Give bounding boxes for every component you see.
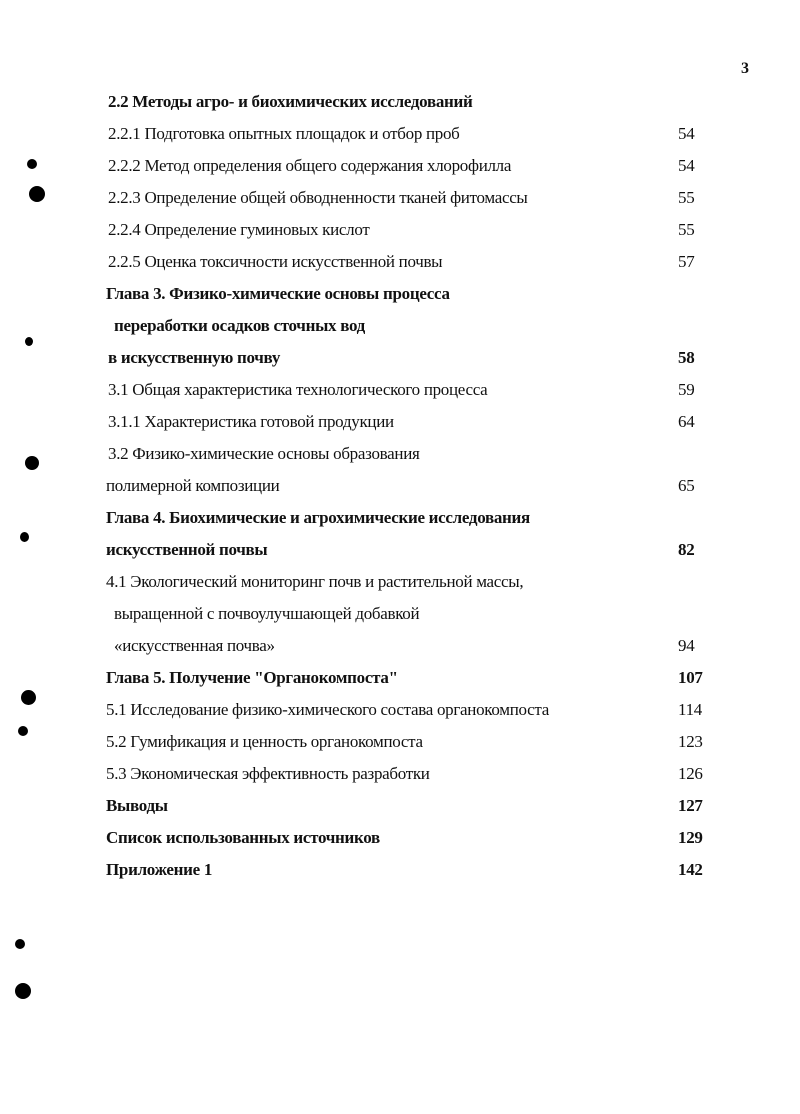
toc-entry-page: 126 — [678, 764, 703, 783]
toc-entry-title: 2.2.3 Определение общей обводненности тканей фитомассы — [108, 188, 528, 207]
toc-entry-page: 59 — [678, 380, 695, 399]
toc-entry-page: 55 — [678, 220, 695, 239]
table-of-contents — [0, 86, 800, 886]
toc-entry-title: 3.1 Общая характеристика технологического процесса — [108, 380, 488, 399]
page-number: 3 — [741, 60, 749, 77]
toc-entry-title: Глава 3. Физико-химические основы процесса — [106, 284, 450, 303]
toc-entry-page: 94 — [678, 636, 695, 655]
toc-entry-page: 58 — [678, 348, 695, 367]
toc-entry — [0, 854, 800, 886]
toc-entry — [0, 182, 800, 214]
toc-entry — [0, 726, 800, 758]
toc-entry — [0, 86, 800, 118]
toc-entry-page: 55 — [678, 188, 695, 207]
toc-entry-title: Глава 5. Получение "Органокомпоста" — [106, 668, 398, 687]
toc-entry-title: 3.2 Физико-химические основы образования — [108, 444, 420, 463]
punch-hole-mark — [15, 939, 25, 949]
toc-entry-title: 2.2.5 Оценка токсичности искусственной почвы — [108, 252, 443, 271]
punch-hole-mark — [15, 983, 31, 999]
toc-entry-title: Выводы — [106, 796, 168, 815]
toc-entry — [0, 374, 800, 406]
toc-entry-page: 142 — [678, 860, 703, 879]
toc-entry — [0, 246, 800, 278]
toc-entry — [0, 150, 800, 182]
toc-entry-page: 114 — [678, 700, 702, 719]
punch-hole-mark — [20, 532, 29, 542]
toc-entry-title: Глава 4. Биохимические и агрохимические исследования — [106, 508, 530, 527]
toc-entry-title: 2.2.1 Подготовка опытных площадок и отбор проб — [108, 124, 460, 143]
toc-entry — [0, 534, 800, 566]
toc-entry-title: 5.3 Экономическая эффективность разработки — [106, 764, 430, 783]
toc-entry-title: 4.1 Экологический мониторинг почв и растительной массы, — [106, 572, 524, 591]
toc-entry-title: полимерной композиции — [106, 476, 280, 495]
toc-entry-title: 3.1.1 Характеристика готовой продукции — [108, 412, 394, 431]
toc-entry — [0, 342, 800, 374]
toc-entry-title: 2.2 Методы агро- и биохимических исследований — [108, 92, 473, 111]
toc-entry-page: 64 — [678, 412, 695, 431]
punch-hole-mark — [25, 337, 33, 346]
toc-entry — [0, 214, 800, 246]
toc-entry-title: Список использованных источников — [106, 828, 380, 847]
toc-entry — [0, 694, 800, 726]
toc-entry-title: выращенной с почвоулучшающей добавкой — [114, 604, 420, 623]
toc-entry-page: 129 — [678, 828, 703, 847]
toc-entry — [0, 406, 800, 438]
toc-entry-title: 2.2.4 Определение гуминовых кислот — [108, 220, 370, 239]
toc-entry-page: 82 — [678, 540, 695, 559]
toc-entry-page: 54 — [678, 156, 695, 175]
toc-entry — [0, 662, 800, 694]
toc-entry-title: искусственной почвы — [106, 540, 268, 559]
toc-entry-title: «искусственная почва» — [114, 636, 275, 655]
toc-entry — [0, 566, 800, 598]
toc-entry-page: 65 — [678, 476, 695, 495]
toc-entry — [0, 438, 800, 470]
toc-entry-page: 57 — [678, 252, 695, 271]
toc-entry — [0, 822, 800, 854]
toc-entry — [0, 758, 800, 790]
toc-entry — [0, 118, 800, 150]
toc-entry-title: Приложение 1 — [106, 860, 213, 879]
toc-entry-page: 123 — [678, 732, 703, 751]
toc-entry-page: 127 — [678, 796, 703, 815]
punch-hole-mark — [25, 456, 39, 470]
toc-entry-title: 2.2.2 Метод определения общего содержания хлорофилла — [108, 156, 512, 175]
toc-entry — [0, 278, 800, 310]
punch-hole-mark — [27, 159, 37, 169]
toc-entry-title: 5.2 Гумификация и ценность органокомпоста — [106, 732, 423, 751]
punch-hole-mark — [29, 186, 45, 202]
toc-entry-title: переработки осадков сточных вод — [114, 316, 365, 335]
toc-entry — [0, 310, 800, 342]
toc-entry — [0, 790, 800, 822]
toc-entry — [0, 598, 800, 630]
punch-hole-mark — [18, 726, 28, 736]
toc-entry-page: 54 — [678, 124, 695, 143]
toc-entry — [0, 470, 800, 502]
toc-entry — [0, 630, 800, 662]
toc-entry-page: 107 — [678, 668, 703, 687]
toc-entry-title: 5.1 Исследование физико-химического состава органокомпоста — [106, 700, 549, 719]
toc-entry-title: в искусственную почву — [108, 348, 281, 367]
toc-entry — [0, 502, 800, 534]
punch-hole-mark — [21, 690, 36, 705]
